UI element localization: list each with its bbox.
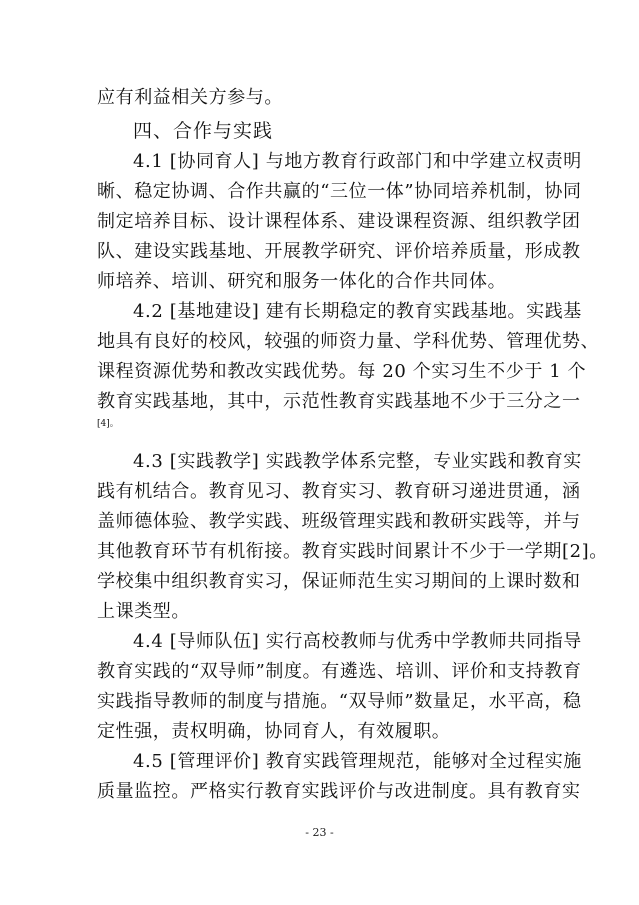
text-line: 师培养、培训、研究和服务一体化的合作共同体。	[97, 271, 507, 292]
text-line: 应有利益相关方参与。	[97, 87, 283, 108]
text-line: 地具有良好的校风，较强的师资力量、学科优势、管理优势、	[97, 331, 600, 352]
text-line: 队、建设实践基地、开展教学研究、评价培养质量，形成教	[97, 241, 581, 262]
text-line: 制定培养目标、设计课程体系、建设课程资源、组织教学团	[97, 211, 581, 232]
text-line: 实践指导教师的制度与措施。“双导师”数量足，水平高，稳	[97, 691, 582, 712]
text-line: 践有机结合。教育见习、教育实习、教育研习递进贯通，涵	[97, 481, 581, 502]
paragraph-start-line: 4.2 [基地建设] 建有长期稳定的教育实践基地。实践基	[133, 301, 582, 322]
text-line: 学校集中组织教育实习，保证师范生实习期间的上课时数和	[97, 571, 581, 592]
paragraph-start-line: 4.5 [管理评价] 教育实践管理规范，能够对全过程实施	[133, 751, 582, 772]
text-line: 晰、稳定协调、合作共赢的“三位一体”协同培养机制，协同	[97, 181, 582, 202]
text-line: 教育实践基地，其中，示范性教育实践基地不少于三分之一	[97, 391, 581, 412]
text-line: 定性强，责权明确，协同育人，有效履职。	[97, 721, 451, 742]
paragraph-start-line: 4.4 [导师队伍] 实行高校教师与优秀中学教师共同指导	[133, 631, 582, 652]
paragraph-start-line: 4.3 [实践教学] 实践教学体系完整，专业实践和教育实	[133, 451, 582, 472]
text-line: 课程资源优势和教改实践优势。每 20 个实习生不少于 1 个	[97, 361, 587, 382]
page-number: - 23 -	[305, 826, 334, 839]
text-line: 质量监控。严格实行教育实践评价与改进制度。具有教育实	[97, 781, 581, 802]
text-line: 教育实践的“双导师”制度。有遴选、培训、评价和支持教育	[97, 661, 582, 682]
paragraph-start-line: 4.1 [协同育人] 与地方教育行政部门和中学建立权责明	[133, 151, 582, 172]
text-line: 盖师德体验、教学实践、班级管理实践和教研实践等，并与	[97, 511, 581, 532]
text-line: 上课类型。	[97, 601, 190, 622]
section-heading: 四、合作与实践	[133, 120, 274, 142]
text-line: 其他教育环节有机衔接。教育实践时间累计不少于一学期[2]。	[97, 541, 608, 562]
citation-reference: [4]。	[97, 419, 119, 429]
